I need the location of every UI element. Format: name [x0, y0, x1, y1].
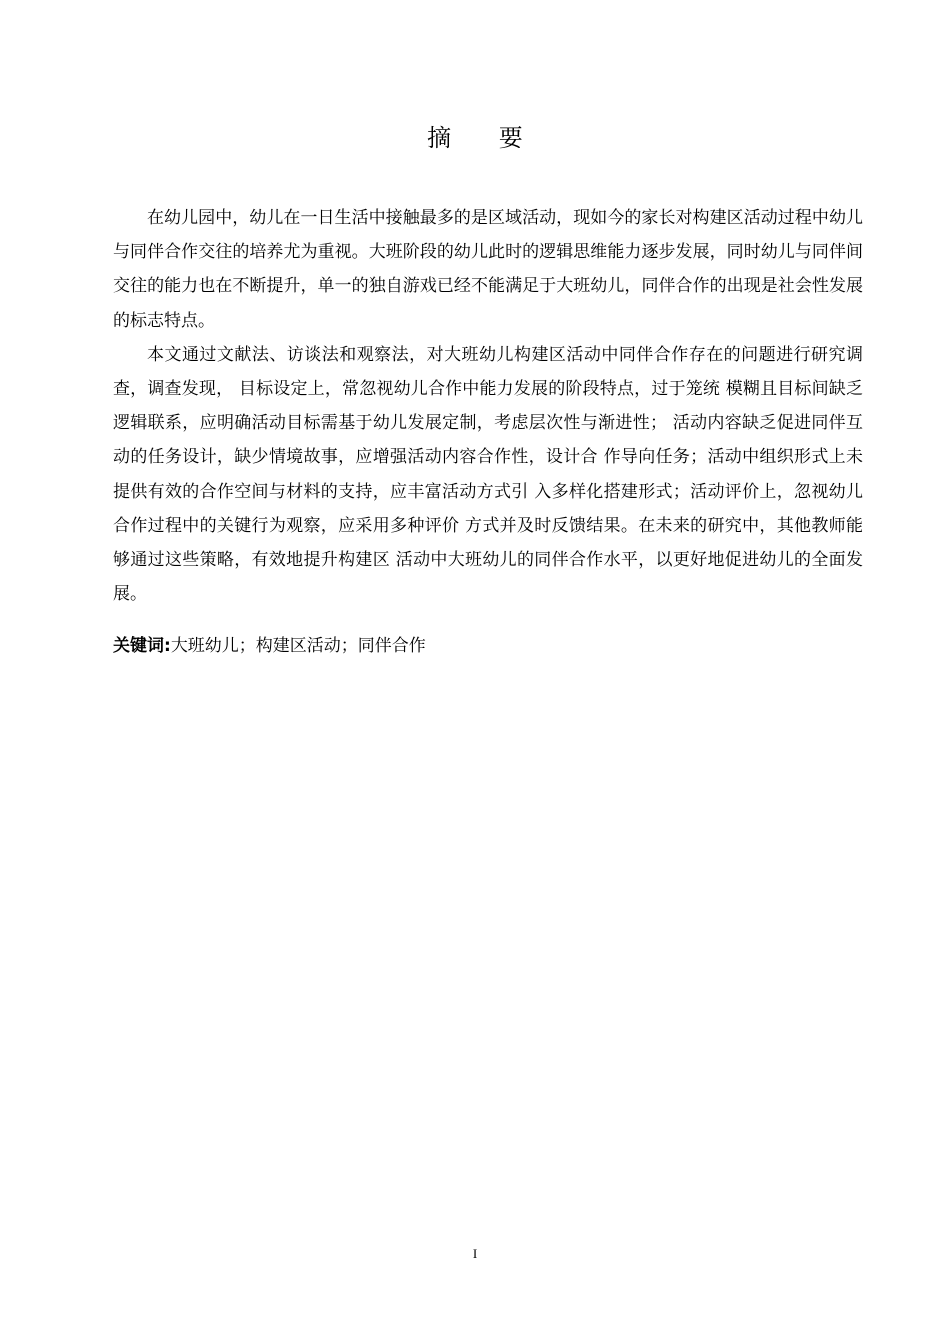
abstract-title: 摘 要: [427, 124, 543, 152]
abstract-paragraph-2: 本文通过文献法、访谈法和观察法，对大班幼儿构建区活动中同伴合作存在的问题进行研究调查，调查发现， 目标设定上，常忽视幼儿合作中能力发展的阶段特点，过于笼统 模糊且目标间缺乏逻辑联系，应明确活动目标需基于幼儿发展定制，考虑层次性与渐进性； 活动内容缺乏促进同伴互动的任务设计，缺少情境故事，应增强活动内容合作性，设计合 作导向任务；活动中组织形式上未提供有效的合作空间与材料的支持，应丰富活动方式引 入多样化搭建形式；活动评价上，忽视幼儿合作过程中的关键行为观察，应采用多种评价 方式并及时反馈结果。在未来的研究中，其他教师能够通过这些策略，有效地提升构建区 活动中大班幼儿的同伴合作水平，以更好地促进幼儿的全面发展。: [113, 344, 863, 605]
abstract-body: [113, 201, 863, 611]
keywords-value: 大班幼儿；构建区活动；同伴合作: [170, 636, 426, 656]
keywords-line: [113, 629, 863, 663]
keywords-label: 关键词:: [113, 636, 171, 656]
abstract-paragraph-1: 在幼儿园中，幼儿在一日生活中接触最多的是区域活动，现如今的家长对构建区活动过程中幼儿与同伴合作交往的培养尤为重视。大班阶段的幼儿此时的逻辑思维能力逐步发展，同时幼儿与同伴间交往的能力也在不断提升，单一的独自游戏已经不能满足于大班幼儿，同伴合作的出现是社会性发展的标志特点。: [113, 208, 863, 331]
page-number: I: [472, 1246, 478, 1261]
